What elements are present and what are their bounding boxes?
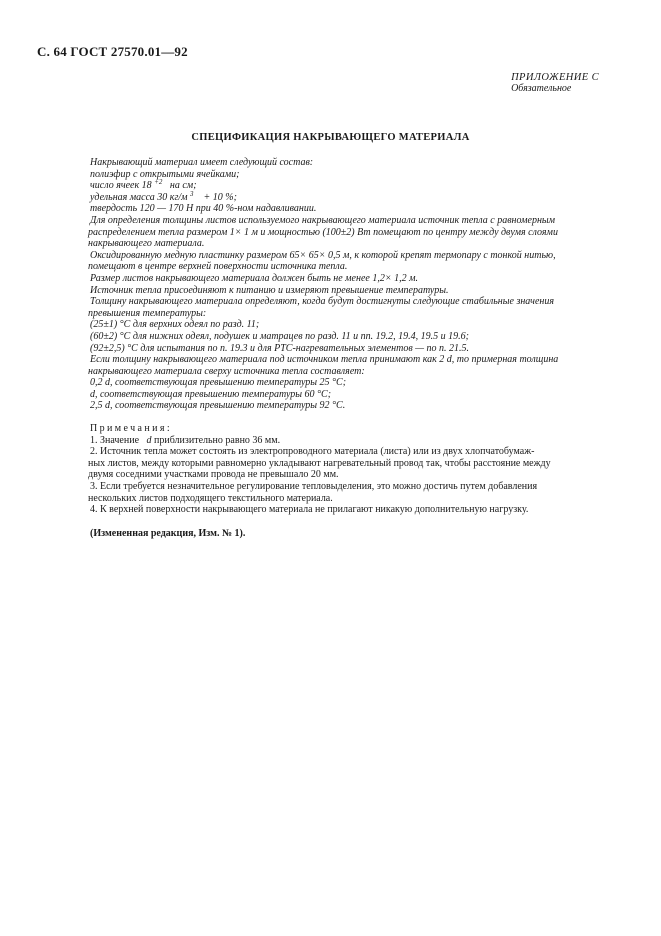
document-body bbox=[90, 157, 599, 539]
specification-text bbox=[90, 157, 599, 412]
notes-title: Примечания: bbox=[90, 423, 173, 435]
para-if-line2: накрывающего материала сверху источника тепла составляет: bbox=[88, 365, 365, 377]
para-thickness-line1: Для определения толщины листов используемого накрывающего материала источник тепла с равномерным bbox=[90, 214, 556, 226]
temp-ptc: (92±2,5) °С для испытания по п. 19.3 и для PTC-нагревательных элементов — по п. 21.5. bbox=[90, 342, 470, 354]
thickness-92: 2,5 d, соответствующая превышению температуры 92 °С. bbox=[90, 400, 346, 412]
appendix-title: ПРИЛОЖЕНИЕ С bbox=[511, 72, 599, 83]
para-determine-line1: Толщину накрывающего материала определяют, когда будут достигнуты следующие стабильные значения bbox=[90, 296, 554, 308]
para-thickness-line2: распределением тепла размером 1× 1 м и мощностью (100±2) Вт помещают по центру между двумя слоями bbox=[88, 226, 558, 238]
note-3-line2: нескольких листов подходящего текстильного материала. bbox=[88, 492, 333, 504]
page-header: С. 64 ГОСТ 27570.01—92 bbox=[37, 44, 188, 59]
para-thickness-line3: накрывающего материала. bbox=[88, 238, 205, 250]
temp-blankets-upper: (25±1) °С для верхних одеял по разд. 11; bbox=[90, 319, 260, 331]
note-1: 1. Значение d приблизительно равно 36 мм. bbox=[90, 434, 281, 446]
note-2-line2: ных листов, между которыми равномерно укладывают нагревательный провод так, чтобы расстояние между bbox=[88, 457, 551, 469]
para-heat-source: Источник тепла присоединяют к питанию и измеряют превышение температуры. bbox=[90, 284, 449, 296]
note-2-line3: двумя соседними участками провода не превышало 20 мм. bbox=[88, 469, 339, 481]
para-if-line1: Если толщину накрывающего материала под источником тепла принимают как 2 d, то примерная толщина bbox=[90, 354, 559, 366]
note-3-line1: 3. Если требуется незначительное регулирование тепловыделения, это можно достичь путем добавления bbox=[90, 481, 538, 493]
para-determine-line2: превышения температуры: bbox=[88, 307, 207, 319]
spec-item-hardness: твердость 120 — 170 Н при 40 %-ном надавливании. bbox=[90, 203, 317, 215]
note-2-line1: 2. Источник тепла может состоять из электропроводного материала (листа) или из двух хлопчатобумаж- bbox=[90, 446, 535, 458]
notes-section bbox=[90, 423, 599, 516]
spec-item-polyester: полиэфир с открытыми ячейками; bbox=[90, 168, 240, 180]
thickness-60: d, соответствующая превышению температуры 60 °С; bbox=[90, 388, 332, 400]
spec-item-density: удельная масса 30 кг/м $^3$ + 10 %; bbox=[90, 189, 237, 203]
note-4: 4. К верхней поверхности накрывающего материала не прилагают никакую дополнительную нагрузку. bbox=[90, 504, 529, 516]
para-copper-line2: помещают в центре верхней поверхности источника тепла. bbox=[88, 261, 348, 273]
para-copper-line1: Оксидированную медную пластинку размером 65× 65× 0,5 м, к которой крепят термопару с тонкой нитью, bbox=[90, 249, 556, 261]
spec-intro: Накрывающий материал имеет следующий состав: bbox=[90, 157, 314, 168]
para-sheet-size: Размер листов накрывающего материала должен быть не менее 1,2× 1,2 м. bbox=[90, 272, 418, 284]
appendix-label bbox=[511, 72, 599, 94]
thickness-25: 0,2 d, соответствующая превышению температуры 25 °С; bbox=[90, 377, 347, 389]
edition-note: (Измененная редакция, Изм. № 1). bbox=[90, 527, 246, 539]
appendix-status: Обязательное bbox=[511, 83, 572, 94]
temp-blankets-lower: (60±2) °С для нижних одеял, подушек и матрацев по разд. 11 и пп. 19.2, 19.4, 19.5 и 19.6; bbox=[90, 330, 469, 342]
document-title: СПЕЦИФИКАЦИЯ НАКРЫВАЮЩЕГО МАТЕРИАЛА bbox=[191, 132, 470, 143]
spec-item-cells: число ячеек 18 $^{+2}$ на см; bbox=[90, 178, 197, 192]
